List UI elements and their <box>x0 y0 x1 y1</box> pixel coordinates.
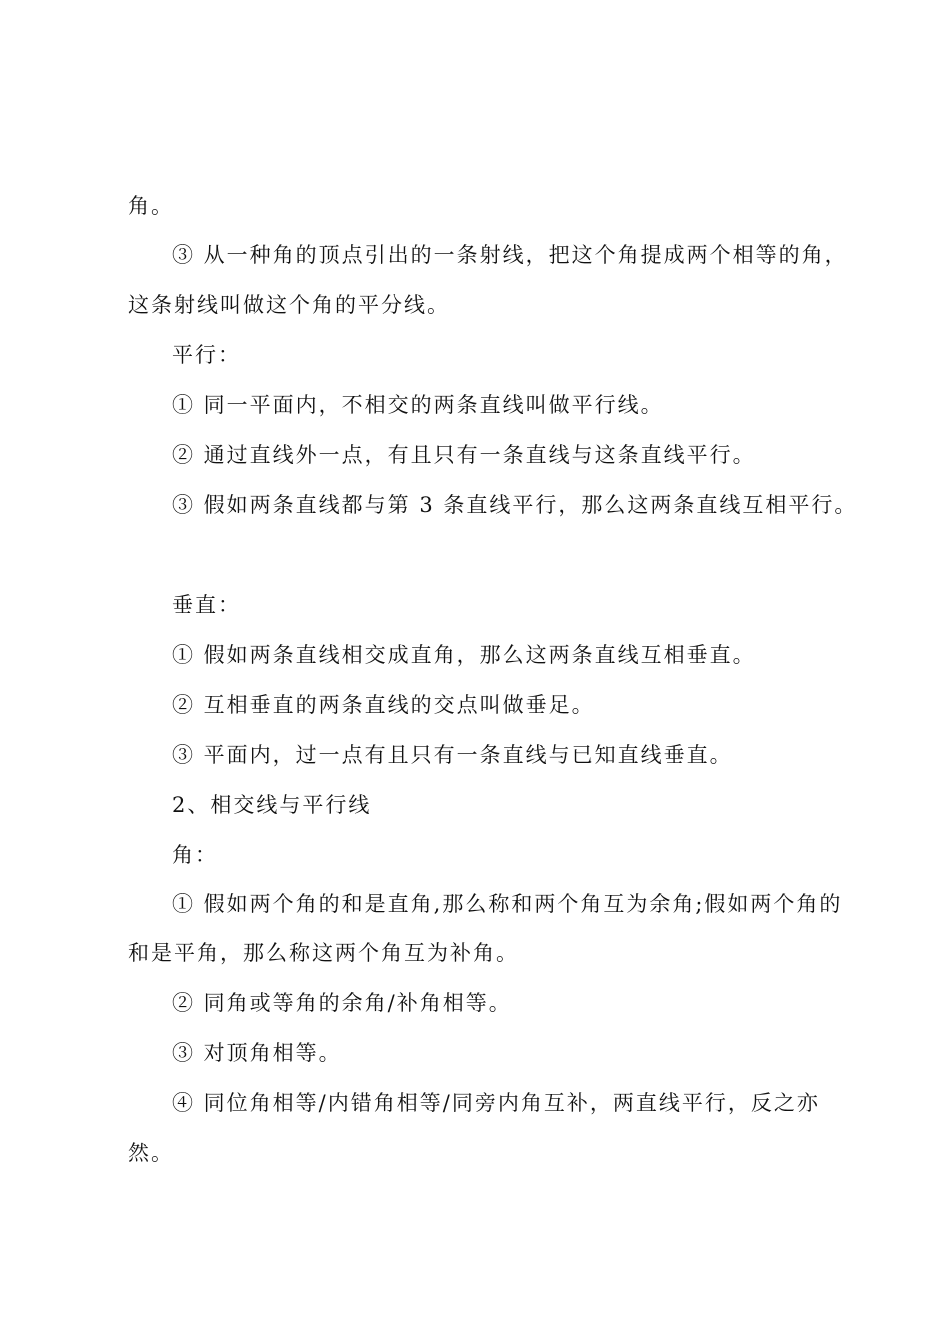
heading-parallel: 平行： <box>172 343 241 367</box>
text-line-angle-1a: ① 假如两个角的和是直角,那么称和两个角互为余角;假如两个角的 <box>172 892 843 916</box>
text-line-angle-bisector-2: 这条射线叫做这个角的平分线。 <box>128 293 450 317</box>
text-line-perpendicular-1: ① 假如两条直线相交成直角，那么这两条直线互相垂直。 <box>172 643 756 667</box>
text-line-perpendicular-2: ② 互相垂直的两条直线的交点叫做垂足。 <box>172 693 595 717</box>
text-line-angle-bisector-1: ③ 从一种角的顶点引出的一条射线，把这个角提成两个相等的角， <box>172 243 848 267</box>
text-line-continuation: 角。 <box>128 194 174 218</box>
text-line-angle-1b: 和是平角，那么称这两个角互为补角。 <box>128 941 519 965</box>
section-heading: 2、相交线与平行线 <box>172 793 372 817</box>
heading-angle: 角： <box>172 843 218 867</box>
text-line-angle-2: ② 同角或等角的余角/补角相等。 <box>172 991 512 1015</box>
text-line-parallel-1: ① 同一平面内，不相交的两条直线叫做平行线。 <box>172 393 664 417</box>
text-line-parallel-2: ② 通过直线外一点，有且只有一条直线与这条直线平行。 <box>172 443 756 467</box>
text-line-angle-4b: 然。 <box>128 1141 174 1165</box>
heading-perpendicular: 垂直： <box>172 593 241 617</box>
text-line-angle-3: ③ 对顶角相等。 <box>172 1041 342 1065</box>
text-line-parallel-3: ③ 假如两条直线都与第 3 条直线平行，那么这两条直线互相平行。 <box>172 493 858 517</box>
text-line-angle-4a: ④ 同位角相等/内错角相等/同旁内角互补，两直线平行，反之亦 <box>172 1091 820 1115</box>
text-line-perpendicular-3: ③ 平面内，过一点有且只有一条直线与已知直线垂直。 <box>172 743 733 767</box>
